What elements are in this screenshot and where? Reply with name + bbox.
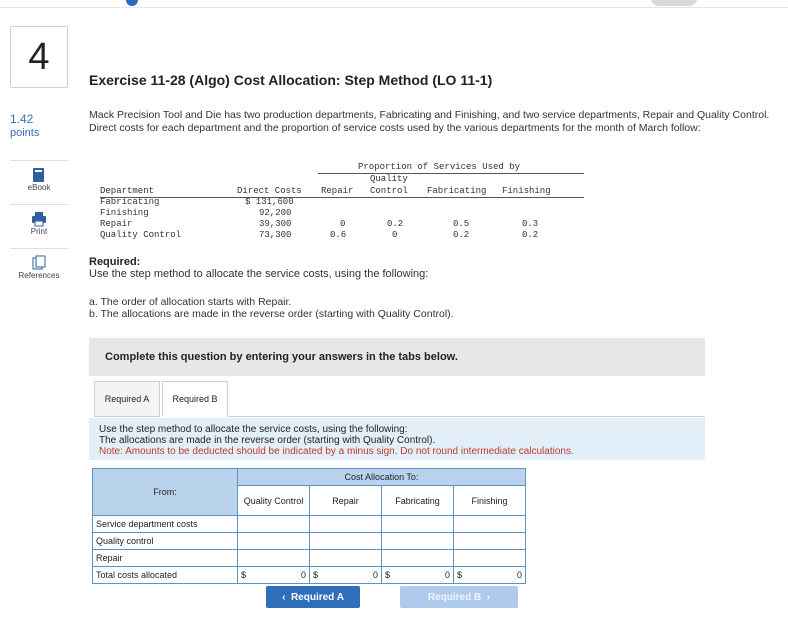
info-icon[interactable] xyxy=(126,0,138,6)
row-department: Quality Control xyxy=(100,230,182,240)
cost-allocation-header: Cost Allocation To: xyxy=(238,469,526,486)
currency-symbol: $ xyxy=(385,570,391,580)
row-department: Repair xyxy=(100,219,133,229)
total-value: 0 xyxy=(444,570,450,580)
total-value: 0 xyxy=(372,570,378,580)
row-repair: 0.6 xyxy=(330,230,347,240)
service-costs-qc-input[interactable] xyxy=(241,518,306,531)
group-header: Proportion of Services Used by xyxy=(358,162,521,172)
header-finishing: Finishing xyxy=(502,186,551,196)
input-cell[interactable] xyxy=(454,533,526,550)
qc-alloc-qc-input[interactable] xyxy=(241,535,306,548)
tab-required-b[interactable]: Required B xyxy=(162,381,228,417)
top-header-strip xyxy=(0,0,788,8)
repair-alloc-qc-input[interactable] xyxy=(241,552,306,565)
header-fabricating: Fabricating xyxy=(427,186,487,196)
row-finishing: 0.3 xyxy=(522,219,539,229)
total-cell xyxy=(310,567,382,584)
input-cell[interactable] xyxy=(382,533,454,550)
repair-alloc-repair-input[interactable] xyxy=(313,552,378,565)
print-button[interactable] xyxy=(10,204,68,244)
points-value: 1.42 xyxy=(10,112,34,126)
row-finishing: 0.2 xyxy=(522,230,539,240)
chevron-left-icon: ‹ xyxy=(282,591,291,603)
group-header-rule xyxy=(318,173,584,174)
tab-divider xyxy=(228,416,705,417)
references-icon xyxy=(31,255,47,271)
prev-label: Required A xyxy=(290,591,344,603)
row-label-repair: Repair xyxy=(93,550,238,567)
header-qc-line2: Control xyxy=(370,186,408,196)
total-value: 0 xyxy=(300,570,306,580)
input-cell[interactable] xyxy=(238,533,310,550)
service-costs-finishing-input[interactable] xyxy=(457,518,522,531)
printer-icon xyxy=(31,211,47,227)
total-cell xyxy=(382,567,454,584)
input-cell[interactable] xyxy=(454,550,526,567)
input-cell[interactable] xyxy=(238,550,310,567)
instructions-line2: The allocations are made in the reverse order (starting with Quality Control). xyxy=(99,435,436,446)
row-department: Finishing xyxy=(100,208,149,218)
ebook-button[interactable] xyxy=(10,160,68,200)
row-direct-costs: 39,300 xyxy=(259,219,292,229)
qc-alloc-fabricating-input[interactable] xyxy=(385,535,450,548)
row-qc: 0 xyxy=(392,230,398,240)
required-item-b: b. The allocations are made in the reverse order (starting with Quality Control). xyxy=(89,308,454,320)
repair-alloc-finishing-input[interactable] xyxy=(457,552,522,565)
instructions-note: Note: Amounts to be deducted should be indicated by a minus sign. Do not round intermediate calculations. xyxy=(99,446,574,457)
qc-alloc-finishing-input[interactable] xyxy=(457,535,522,548)
input-cell[interactable] xyxy=(310,533,382,550)
header-qc-line1: Quality xyxy=(370,174,408,184)
references-button[interactable] xyxy=(10,248,68,288)
row-direct-costs: 92,200 xyxy=(259,208,292,218)
input-cell[interactable] xyxy=(310,516,382,533)
repair-alloc-fabricating-input[interactable] xyxy=(385,552,450,565)
header-rule xyxy=(100,197,584,198)
total-value: 0 xyxy=(516,570,522,580)
header-nav-button[interactable] xyxy=(650,0,698,6)
book-icon xyxy=(31,167,47,183)
header-direct-costs: Direct Costs xyxy=(237,186,302,196)
from-header: From: xyxy=(93,469,238,516)
points-display xyxy=(10,112,39,140)
currency-symbol: $ xyxy=(241,570,247,580)
total-cell xyxy=(454,567,526,584)
row-direct-costs: 73,300 xyxy=(259,230,292,240)
total-cell xyxy=(238,567,310,584)
row-repair: 0 xyxy=(340,219,346,229)
header-repair: Repair xyxy=(321,186,354,196)
required-item-a: a. The order of allocation starts with Repair. xyxy=(89,296,292,308)
row-qc: 0.2 xyxy=(387,219,404,229)
header-department: Department xyxy=(100,186,155,196)
service-costs-repair-input[interactable] xyxy=(313,518,378,531)
question-number: 4 xyxy=(10,26,68,88)
col-header-quality-control: Quality Control xyxy=(238,486,310,516)
tab-required-a[interactable]: Required A xyxy=(94,381,160,417)
print-label: Print xyxy=(30,227,48,236)
input-cell[interactable] xyxy=(454,516,526,533)
col-header-finishing: Finishing xyxy=(454,486,526,516)
row-label-quality-control: Quality control xyxy=(93,533,238,550)
currency-symbol: $ xyxy=(457,570,463,580)
next-required-b-button[interactable] xyxy=(400,586,518,608)
instructions-line1: Use the step method to allocate the service costs, using the following: xyxy=(99,424,408,435)
exercise-title: Exercise 11-28 (Algo) Cost Allocation: Step Method (LO 11-1) xyxy=(89,72,493,88)
references-label: References xyxy=(18,271,60,280)
allocation-table xyxy=(92,468,526,584)
input-cell[interactable] xyxy=(310,550,382,567)
row-fabricating: 0.2 xyxy=(453,230,470,240)
row-label-total: Total costs allocated xyxy=(93,567,238,584)
prev-required-a-button[interactable] xyxy=(266,586,360,608)
row-department: Fabricating xyxy=(100,197,160,207)
chevron-right-icon: › xyxy=(481,591,491,603)
complete-banner: Complete this question by entering your answers in the tabs below. xyxy=(89,338,705,376)
required-list xyxy=(89,296,454,320)
exercise-intro: Mack Precision Tool and Die has two production departments, Fabricating and Finishing, and two service departments, Repair and Quality Control. Direct costs for each department and the proportion of service costs used by the various departments for the month of March follow: xyxy=(89,109,770,134)
col-header-repair: Repair xyxy=(310,486,382,516)
currency-symbol: $ xyxy=(313,570,319,580)
qc-alloc-repair-input[interactable] xyxy=(313,535,378,548)
next-label: Required B xyxy=(427,591,482,603)
required-heading: Required: xyxy=(89,256,141,268)
ebook-label: eBook xyxy=(27,183,51,192)
points-label: points xyxy=(10,127,40,139)
input-cell[interactable] xyxy=(382,516,454,533)
col-header-fabricating: Fabricating xyxy=(382,486,454,516)
input-cell[interactable] xyxy=(238,516,310,533)
input-cell[interactable] xyxy=(382,550,454,567)
instructions-box xyxy=(89,418,705,460)
row-label-service-dept-costs: Service department costs xyxy=(93,516,238,533)
row-direct-costs: $ 131,600 xyxy=(245,197,294,207)
required-text: Use the step method to allocate the service costs, using the following: xyxy=(89,268,429,280)
service-costs-fabricating-input[interactable] xyxy=(385,518,450,531)
row-fabricating: 0.5 xyxy=(453,219,470,229)
